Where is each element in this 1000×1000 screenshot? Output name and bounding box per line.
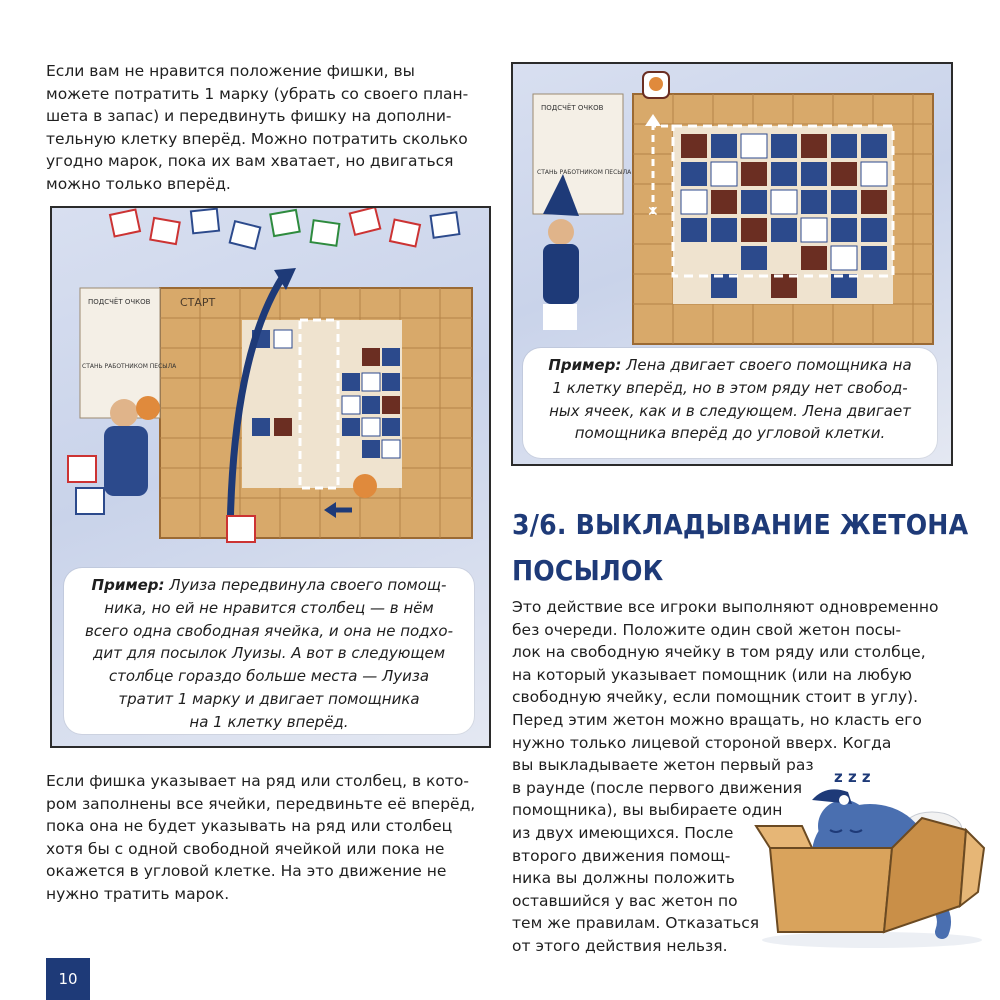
paragraph-line: нужно тратить марок. bbox=[46, 884, 230, 903]
body-line: помощника), вы выбираете один bbox=[512, 801, 783, 820]
start-cross-icon: ✕ bbox=[647, 204, 659, 220]
body-line: от этого действия нельзя. bbox=[512, 936, 728, 955]
heading-line: ПОСЫЛОК bbox=[512, 554, 664, 587]
example-label: Пример: bbox=[91, 576, 165, 594]
heading-line: 3/6. ВЫКЛАДЫВАНИЕ ЖЕТОНА bbox=[512, 508, 969, 541]
postman-character-icon bbox=[104, 396, 160, 496]
paragraph-line: хотя бы с одной свободной ячейкой или пока не bbox=[46, 839, 445, 858]
body-line: свободную ячейку, если помощник стоит в углу). bbox=[512, 688, 919, 707]
intro-line: шета в запас) и передвинуть фишку на дополни- bbox=[46, 107, 452, 126]
paragraph-line: Если фишка указывает на ряд или столбец, в кото- bbox=[46, 772, 469, 790]
body-line: вы выкладываете жетон первый раз bbox=[512, 756, 814, 775]
body-line: на который указывает помощник (или на любую bbox=[512, 665, 912, 684]
caption-line: всего одна свободная ячейка, и она не подхо- bbox=[84, 621, 454, 640]
example-left-figure bbox=[50, 206, 491, 748]
stamp-pile-icon bbox=[110, 208, 459, 249]
example-left-caption bbox=[64, 568, 474, 734]
score-card-title: ПОДСЧЁТ ОЧКОВ bbox=[541, 104, 604, 112]
sleeping-cat-in-box-illustration bbox=[752, 756, 992, 952]
body-line: оставшийся у вас жетон по bbox=[512, 891, 738, 910]
body-line: Перед этим жетон можно вращать, но класть его bbox=[512, 710, 922, 729]
example-right-figure bbox=[511, 62, 953, 466]
caption-line: на 1 клетку вперёд. bbox=[189, 712, 349, 731]
score-card-title: ПОДСЧЁТ ОЧКОВ bbox=[88, 298, 151, 306]
intro-line: можно только вперёд. bbox=[46, 174, 231, 193]
paragraph-line: ром заполнены все ячейки, передвиньте её вперёд, bbox=[46, 794, 476, 813]
snore-text: z z z bbox=[834, 768, 871, 786]
body-line: лок на свободную ячейку в том ряду или столбце, bbox=[512, 643, 926, 662]
bottom-left-paragraph bbox=[46, 770, 475, 906]
intro-line: тельную клетку вперёд. Можно потратить сколько bbox=[46, 129, 468, 148]
caption-line: ных ячеек, как и в следующем. Лена двигает bbox=[549, 401, 911, 420]
intro-paragraph bbox=[46, 60, 468, 196]
score-card-footer: СТАНЬ РАБОТНИКОМ ПЕСЫЛА bbox=[537, 169, 632, 176]
pawn-cat-icon bbox=[353, 474, 377, 498]
board-start-label: СТАРТ bbox=[180, 296, 216, 309]
body-line: нужно только лицевой стороной вверх. Когда bbox=[512, 733, 892, 752]
intro-line: угодно марок, пока их вам хватает, но двигаться bbox=[46, 152, 454, 171]
body-line: Это действие все игроки выполняют одновременно bbox=[512, 598, 939, 616]
example-right-caption bbox=[523, 348, 937, 458]
body-line: второго движения помощ- bbox=[512, 846, 731, 865]
example-label: Пример: bbox=[548, 356, 622, 374]
body-line: ника вы должны положить bbox=[512, 869, 735, 888]
body-line: в раунде (после первого движения bbox=[512, 778, 803, 797]
caption-line: помощника вперёд до угловой клетки. bbox=[574, 424, 886, 443]
caption-line: дит для посылок Луизы. А вот в следующем bbox=[92, 644, 446, 663]
score-card-footer: СТАНЬ РАБОТНИКОМ ПЕСЫЛА bbox=[82, 363, 177, 370]
caption-line: Луиза передвинула своего помощ- bbox=[164, 576, 447, 594]
section-heading bbox=[512, 502, 968, 594]
caption-line: ника, но ей не нравится столбец — в нём bbox=[104, 598, 434, 617]
caption-line: 1 клетку вперёд, но в этом ряду нет свобод- bbox=[552, 378, 908, 397]
intro-line: Если вам не нравится положение фишки, вы bbox=[46, 62, 415, 80]
body-line: из двух имеющихся. После bbox=[512, 823, 734, 842]
page-number: 10 bbox=[46, 958, 90, 1000]
body-line: без очереди. Положите один свой жетон посы- bbox=[512, 620, 902, 639]
paragraph-line: пока она не будет указывать на ряд или столбец bbox=[46, 817, 453, 836]
intro-line: можете потратить 1 марку (убрать со своего план- bbox=[46, 84, 469, 103]
pawn-dog-icon bbox=[643, 72, 669, 98]
body-line: тем же правилам. Отказаться bbox=[512, 914, 760, 933]
caption-line: столбце гораздо больше места — Луиза bbox=[108, 667, 430, 686]
caption-line: Лена двигает своего помощника на bbox=[621, 356, 912, 374]
caption-line: тратит 1 марку и двигает помощника bbox=[118, 689, 420, 708]
paragraph-line: окажется в угловой клетке. На это движение не bbox=[46, 862, 447, 881]
